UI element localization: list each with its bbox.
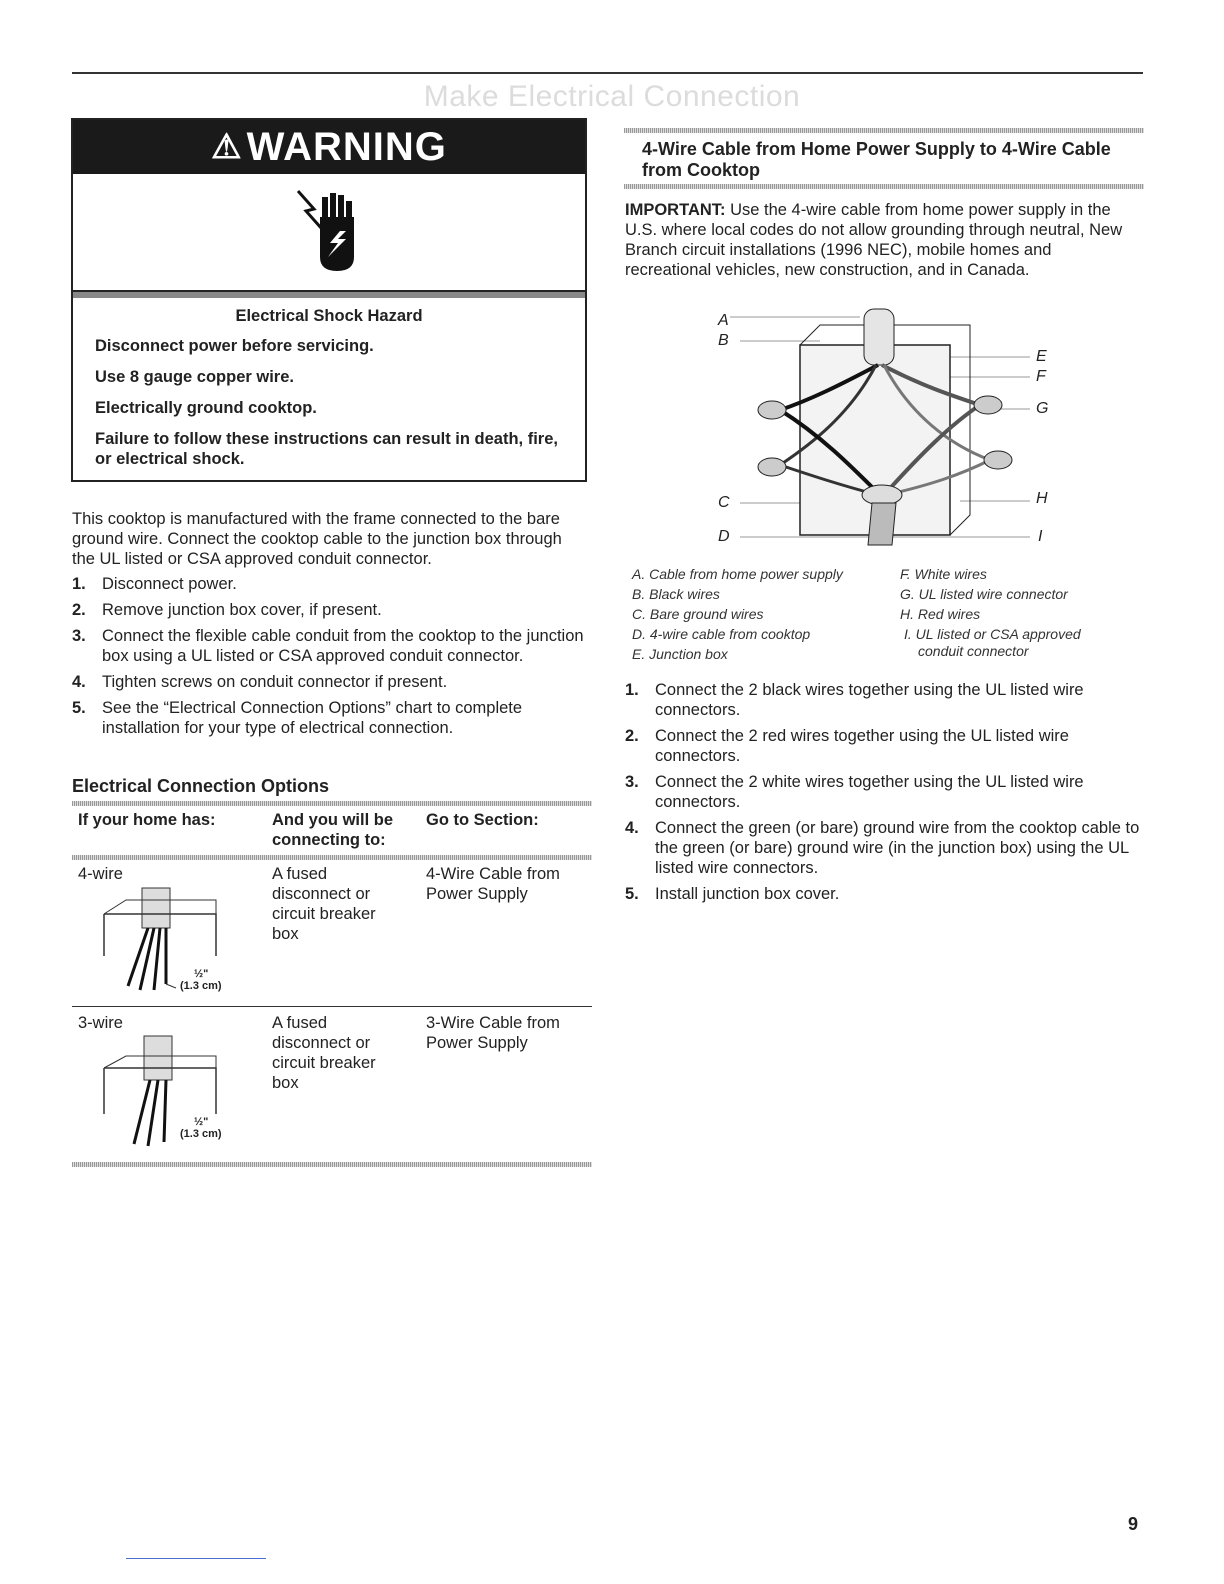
important-label: IMPORTANT:: [625, 201, 726, 219]
step-text: Connect the green (or bare) ground wire from the cooktop cable to the green (or bare) ground wire (in the junction box) using the UL listed wire connectors.: [655, 819, 1140, 877]
options-top-rule: [72, 801, 592, 806]
step-number: 5.: [625, 885, 639, 903]
step-number: 5.: [72, 699, 86, 717]
step-text: Connect the 2 red wires together using the UL listed wire connectors.: [655, 727, 1069, 765]
right-title-rule: [624, 184, 1144, 189]
legend-item: H. Red wires: [900, 606, 981, 622]
legend-item: G. UL listed wire connector: [900, 586, 1068, 602]
step-text: Install junction box cover.: [655, 885, 840, 903]
diagram-label-i: I: [1038, 528, 1043, 545]
junction-box-diagram: [700, 305, 1060, 555]
row-section: 3-Wire Cable from Power Supply: [426, 1014, 560, 1052]
warning-line: Use 8 gauge copper wire.: [95, 368, 294, 386]
step-item: [72, 672, 587, 692]
dimension-cm: (1.3 cm): [180, 980, 222, 992]
intro-paragraph: This cooktop is manufactured with the frame connected to the bare ground wire. Connect the cooktop cable to the junction box through the UL listed or CSA approved conduit connector.: [72, 510, 562, 568]
step-text: Connect the 2 white wires together using the UL listed wire connectors.: [655, 773, 1084, 811]
step-number: 4.: [72, 673, 86, 691]
row-home: 3-wire: [78, 1014, 123, 1032]
warning-header: [73, 120, 585, 174]
legend-item: C. Bare ground wires: [632, 606, 764, 622]
diagram-label-e: E: [1036, 348, 1047, 365]
hazard-title: Electrical Shock Hazard: [235, 307, 423, 325]
warning-header-text: WARNING: [246, 124, 447, 169]
legend-item: B. Black wires: [632, 586, 720, 602]
step-number: 2.: [625, 727, 639, 745]
step-number: 3.: [625, 773, 639, 791]
step-item: [72, 600, 587, 620]
options-header-rule: [72, 855, 592, 860]
right-section-title: 4-Wire Cable from Home Power Supply to 4-Wire Cable from Cooktop: [642, 139, 1111, 180]
step-text: See the “Electrical Connection Options” chart to complete installation for your type of electrical connection.: [102, 699, 523, 737]
dimension-inch: ½": [194, 1116, 209, 1128]
legend-item: A. Cable from home power supply: [632, 566, 843, 582]
step-text: Remove junction box cover, if present.: [102, 601, 382, 619]
warning-line: Failure to follow these instructions can result in death, fire, or electrical shock.: [95, 430, 558, 468]
left-steps: [72, 574, 587, 744]
step-number: 3.: [72, 627, 86, 645]
legend-item: conduit connector: [918, 643, 1029, 659]
legend-item: F. White wires: [900, 566, 987, 582]
step-text: Tighten screws on conduit connector if present.: [102, 673, 448, 691]
diagram-label-c: C: [718, 494, 730, 511]
step-number: 1.: [625, 681, 639, 699]
page-title: Make Electrical Connection: [423, 80, 801, 113]
row-section: 4-Wire Cable from Power Supply: [426, 865, 560, 903]
row-divider: [72, 1006, 592, 1007]
warning-line: Disconnect power before servicing.: [95, 337, 374, 355]
dimension-label: [180, 968, 222, 992]
legend-item: D. 4-wire cable from cooktop: [632, 626, 811, 642]
row-connect: A fused disconnect or circuit breaker box: [272, 865, 376, 943]
dimension-inch: ½": [194, 968, 209, 980]
legend-left: [632, 564, 902, 664]
warning-body: [73, 298, 585, 486]
step-item: [625, 680, 1140, 720]
top-rule: [72, 72, 1143, 74]
step-item: [72, 698, 587, 738]
row-home: 4-wire: [78, 865, 123, 883]
options-title: Electrical Connection Options: [72, 776, 330, 796]
step-item: [72, 574, 587, 594]
step-item: [72, 626, 587, 666]
warning-triangle-icon: ⚠: [211, 128, 243, 166]
row-connect: A fused disconnect or circuit breaker box: [272, 1014, 376, 1092]
step-text: Connect the 2 black wires together using the UL listed wire connectors.: [655, 681, 1084, 719]
col-header-connect: And you will be connecting to:: [272, 811, 394, 849]
step-number: 1.: [72, 575, 86, 593]
electric-shock-hand-icon: [294, 187, 364, 277]
diagram-label-g: G: [1036, 400, 1049, 417]
diagram-label-f: F: [1036, 368, 1046, 385]
shock-hazard-area: [73, 174, 585, 292]
step-item: [625, 884, 1140, 904]
right-top-rule: [624, 128, 1144, 133]
options-bottom-rule: [72, 1162, 592, 1167]
right-steps: [625, 680, 1140, 910]
warning-box: [71, 118, 587, 482]
legend-right: [900, 564, 1130, 658]
step-number: 2.: [72, 601, 86, 619]
step-item: [625, 726, 1140, 766]
dimension-label: [180, 1116, 222, 1140]
col-header-home: If your home has:: [78, 811, 216, 829]
diagram-label-d: D: [718, 528, 730, 545]
diagram-label-b: B: [718, 332, 729, 349]
diagram-label-a: A: [718, 312, 729, 329]
warning-line: Electrically ground cooktop.: [95, 399, 317, 417]
page-number: 9: [1128, 1514, 1139, 1534]
step-item: [625, 772, 1140, 812]
dimension-cm: (1.3 cm): [180, 1128, 222, 1140]
step-number: 4.: [625, 819, 639, 837]
important-paragraph: [625, 200, 1140, 280]
legend-item: I. UL listed or CSA approved: [904, 626, 1081, 642]
step-text: Disconnect power.: [102, 575, 237, 593]
diagram-label-h: H: [1036, 490, 1048, 507]
important-text: Use the 4-wire cable from home power supply in the U.S. where local codes do not allow grounding through neutral, New Branch circuit installations (1996 NEC), mobile homes and recreational vehicles, new construction, and in Canada.: [625, 201, 1123, 279]
footer-link-rule: [126, 1558, 266, 1559]
legend-item: E. Junction box: [632, 646, 728, 662]
col-header-section: Go to Section:: [426, 811, 539, 829]
step-text: Connect the flexible cable conduit from the cooktop to the junction box using a UL listed or CSA approved conduit connector.: [102, 627, 584, 665]
step-item: [625, 818, 1140, 878]
